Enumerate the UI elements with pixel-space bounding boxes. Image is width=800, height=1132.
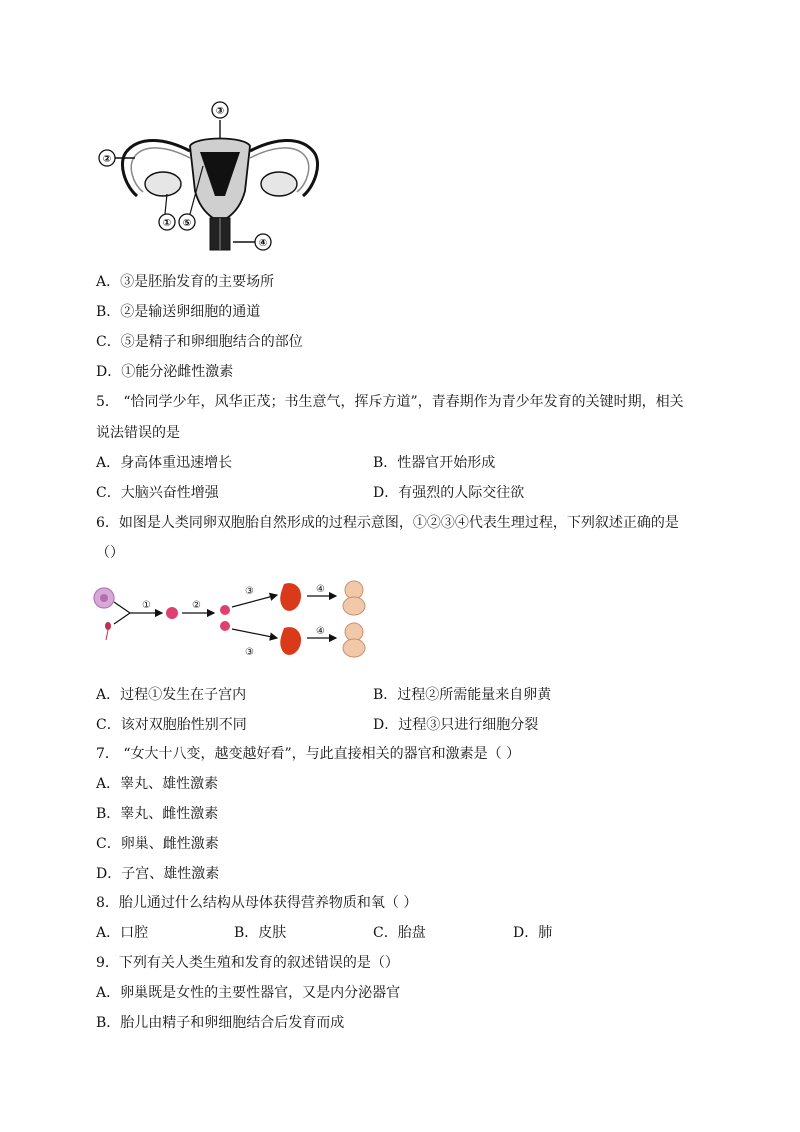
option-text: 身高体重迅速增长 <box>120 455 233 471</box>
option-letter: A． <box>96 274 121 290</box>
label-2: ② <box>102 154 112 165</box>
q4-option-b <box>96 303 260 321</box>
process-2-label: ② <box>192 600 201 611</box>
option-letter: C． <box>373 925 398 941</box>
label-4-marker <box>255 234 271 250</box>
option-text: ③是胚胎发育的主要场所 <box>120 274 275 290</box>
q7-option-c <box>96 835 219 853</box>
q5-option-a <box>96 454 232 472</box>
label-2-marker <box>99 150 115 166</box>
q8-option-a <box>96 924 148 942</box>
label-1: ① <box>162 218 172 229</box>
q5-stem-line1: 5． “恰同学少年，风华正茂；书生意气，挥斥方道”，青春期作为青少年发育的关键时期，相关 <box>96 394 684 410</box>
option-letter: C． <box>96 334 121 350</box>
label-3: ③ <box>215 106 225 117</box>
option-letter: B． <box>96 1015 121 1031</box>
option-text: 过程②所需能量来自卵黄 <box>397 687 552 703</box>
q8-option-c <box>373 924 426 942</box>
option-text: 大脑兴奋性增强 <box>120 485 219 501</box>
q6-option-c <box>96 716 247 734</box>
process-1-label: ① <box>142 600 151 611</box>
q6-option-d <box>373 716 538 734</box>
option-text: 卵巢既是女性的主要性器官，又是内分泌器官 <box>120 985 401 1001</box>
reproductive-system-diagram <box>95 96 325 256</box>
option-letter: D． <box>513 925 539 941</box>
option-letter: A． <box>96 455 121 471</box>
q5-option-c <box>96 484 219 502</box>
option-letter: D． <box>96 364 122 380</box>
fetus-lower-icon <box>343 623 365 657</box>
option-text: ②是输送卵细胞的通道 <box>120 304 261 320</box>
option-letter: B． <box>96 304 121 320</box>
option-letter: A． <box>96 925 121 941</box>
label-3-marker <box>212 102 228 118</box>
option-text: 睾丸、雌性激素 <box>120 806 219 822</box>
q7-stem: 7． “女大十八变，越变越好看”，与此直接相关的器官和激素是（ ） <box>96 746 521 762</box>
q5-stem-line2: 说法错误的是 <box>96 425 180 441</box>
option-text: 有强烈的人际交往欲 <box>398 485 525 501</box>
option-letter: A． <box>96 776 121 792</box>
label-5-marker <box>179 214 195 230</box>
label-4: ④ <box>258 238 268 249</box>
option-letter: C． <box>96 485 121 501</box>
process-4-label-lower: ④ <box>316 626 325 637</box>
option-letter: A． <box>96 985 121 1001</box>
q9-stem: 9．下列有关人类生殖和发育的叙述错误的是（） <box>96 955 399 971</box>
q8-option-b <box>234 924 286 942</box>
option-letter: D． <box>373 485 399 501</box>
q4-option-a <box>96 273 274 291</box>
option-text: 该对双胞胎性别不同 <box>120 717 247 733</box>
option-text: 卵巢、雌性激素 <box>120 836 219 852</box>
q7-option-d <box>96 865 219 883</box>
q9-option-b <box>96 1014 344 1032</box>
option-letter: B． <box>373 455 398 471</box>
option-text: 胎盘 <box>397 925 426 941</box>
q6-stem-line1: 6．如图是人类同卵双胞胎自然形成的过程示意图，①②③④代表生理过程，下列叙述正确的是 <box>96 515 679 531</box>
option-text: 胎儿由精子和卵细胞结合后发育而成 <box>120 1015 345 1031</box>
embryo-lower-icon <box>280 627 301 655</box>
cell-b-icon <box>220 621 230 631</box>
embryo-upper-icon <box>280 583 301 611</box>
q4-option-d <box>96 363 233 381</box>
sperm-cell-icon <box>105 622 111 630</box>
process-3-label-upper: ③ <box>245 586 254 597</box>
zygote-icon <box>166 607 178 619</box>
process-4-label-upper: ④ <box>316 584 325 595</box>
q8-option-d <box>513 924 552 942</box>
q9-option-a <box>96 984 400 1002</box>
option-text: 性器官开始形成 <box>397 455 496 471</box>
option-letter: B． <box>373 687 398 703</box>
option-text: 肺 <box>538 925 553 941</box>
label-5: ⑤ <box>182 218 192 229</box>
option-letter: D． <box>373 717 399 733</box>
label-1-marker <box>159 214 175 230</box>
q5-option-b <box>373 454 495 472</box>
option-text: ⑤是精子和卵细胞结合的部位 <box>120 334 303 350</box>
option-letter: A． <box>96 687 121 703</box>
twin-formation-diagram <box>92 580 382 670</box>
option-letter: C． <box>96 836 121 852</box>
q6-option-a <box>96 686 246 704</box>
option-letter: B． <box>96 806 121 822</box>
option-letter: B． <box>234 925 259 941</box>
option-text: 过程③只进行细胞分裂 <box>398 717 539 733</box>
q4-option-c <box>96 333 303 351</box>
option-text: 口腔 <box>120 925 149 941</box>
option-text: 皮肤 <box>258 925 287 941</box>
option-text: 子宫、雄性激素 <box>121 866 220 882</box>
option-letter: C． <box>96 717 121 733</box>
q7-option-a <box>96 775 218 793</box>
q7-option-b <box>96 805 218 823</box>
option-text: ①能分泌雌性激素 <box>121 364 234 380</box>
fetus-upper-icon <box>343 581 365 615</box>
process-3-label-lower: ③ <box>245 647 254 658</box>
option-letter: D． <box>96 866 122 882</box>
option-text: 过程①发生在子宫内 <box>120 687 247 703</box>
q8-stem: 8．胎儿通过什么结构从母体获得营养物质和氧（ ） <box>96 895 418 911</box>
option-text: 睾丸、雄性激素 <box>120 776 219 792</box>
q6-option-b <box>373 686 551 704</box>
q5-option-d <box>373 484 524 502</box>
cell-a-icon <box>220 605 230 615</box>
q6-stem-line2: （） <box>96 545 124 561</box>
